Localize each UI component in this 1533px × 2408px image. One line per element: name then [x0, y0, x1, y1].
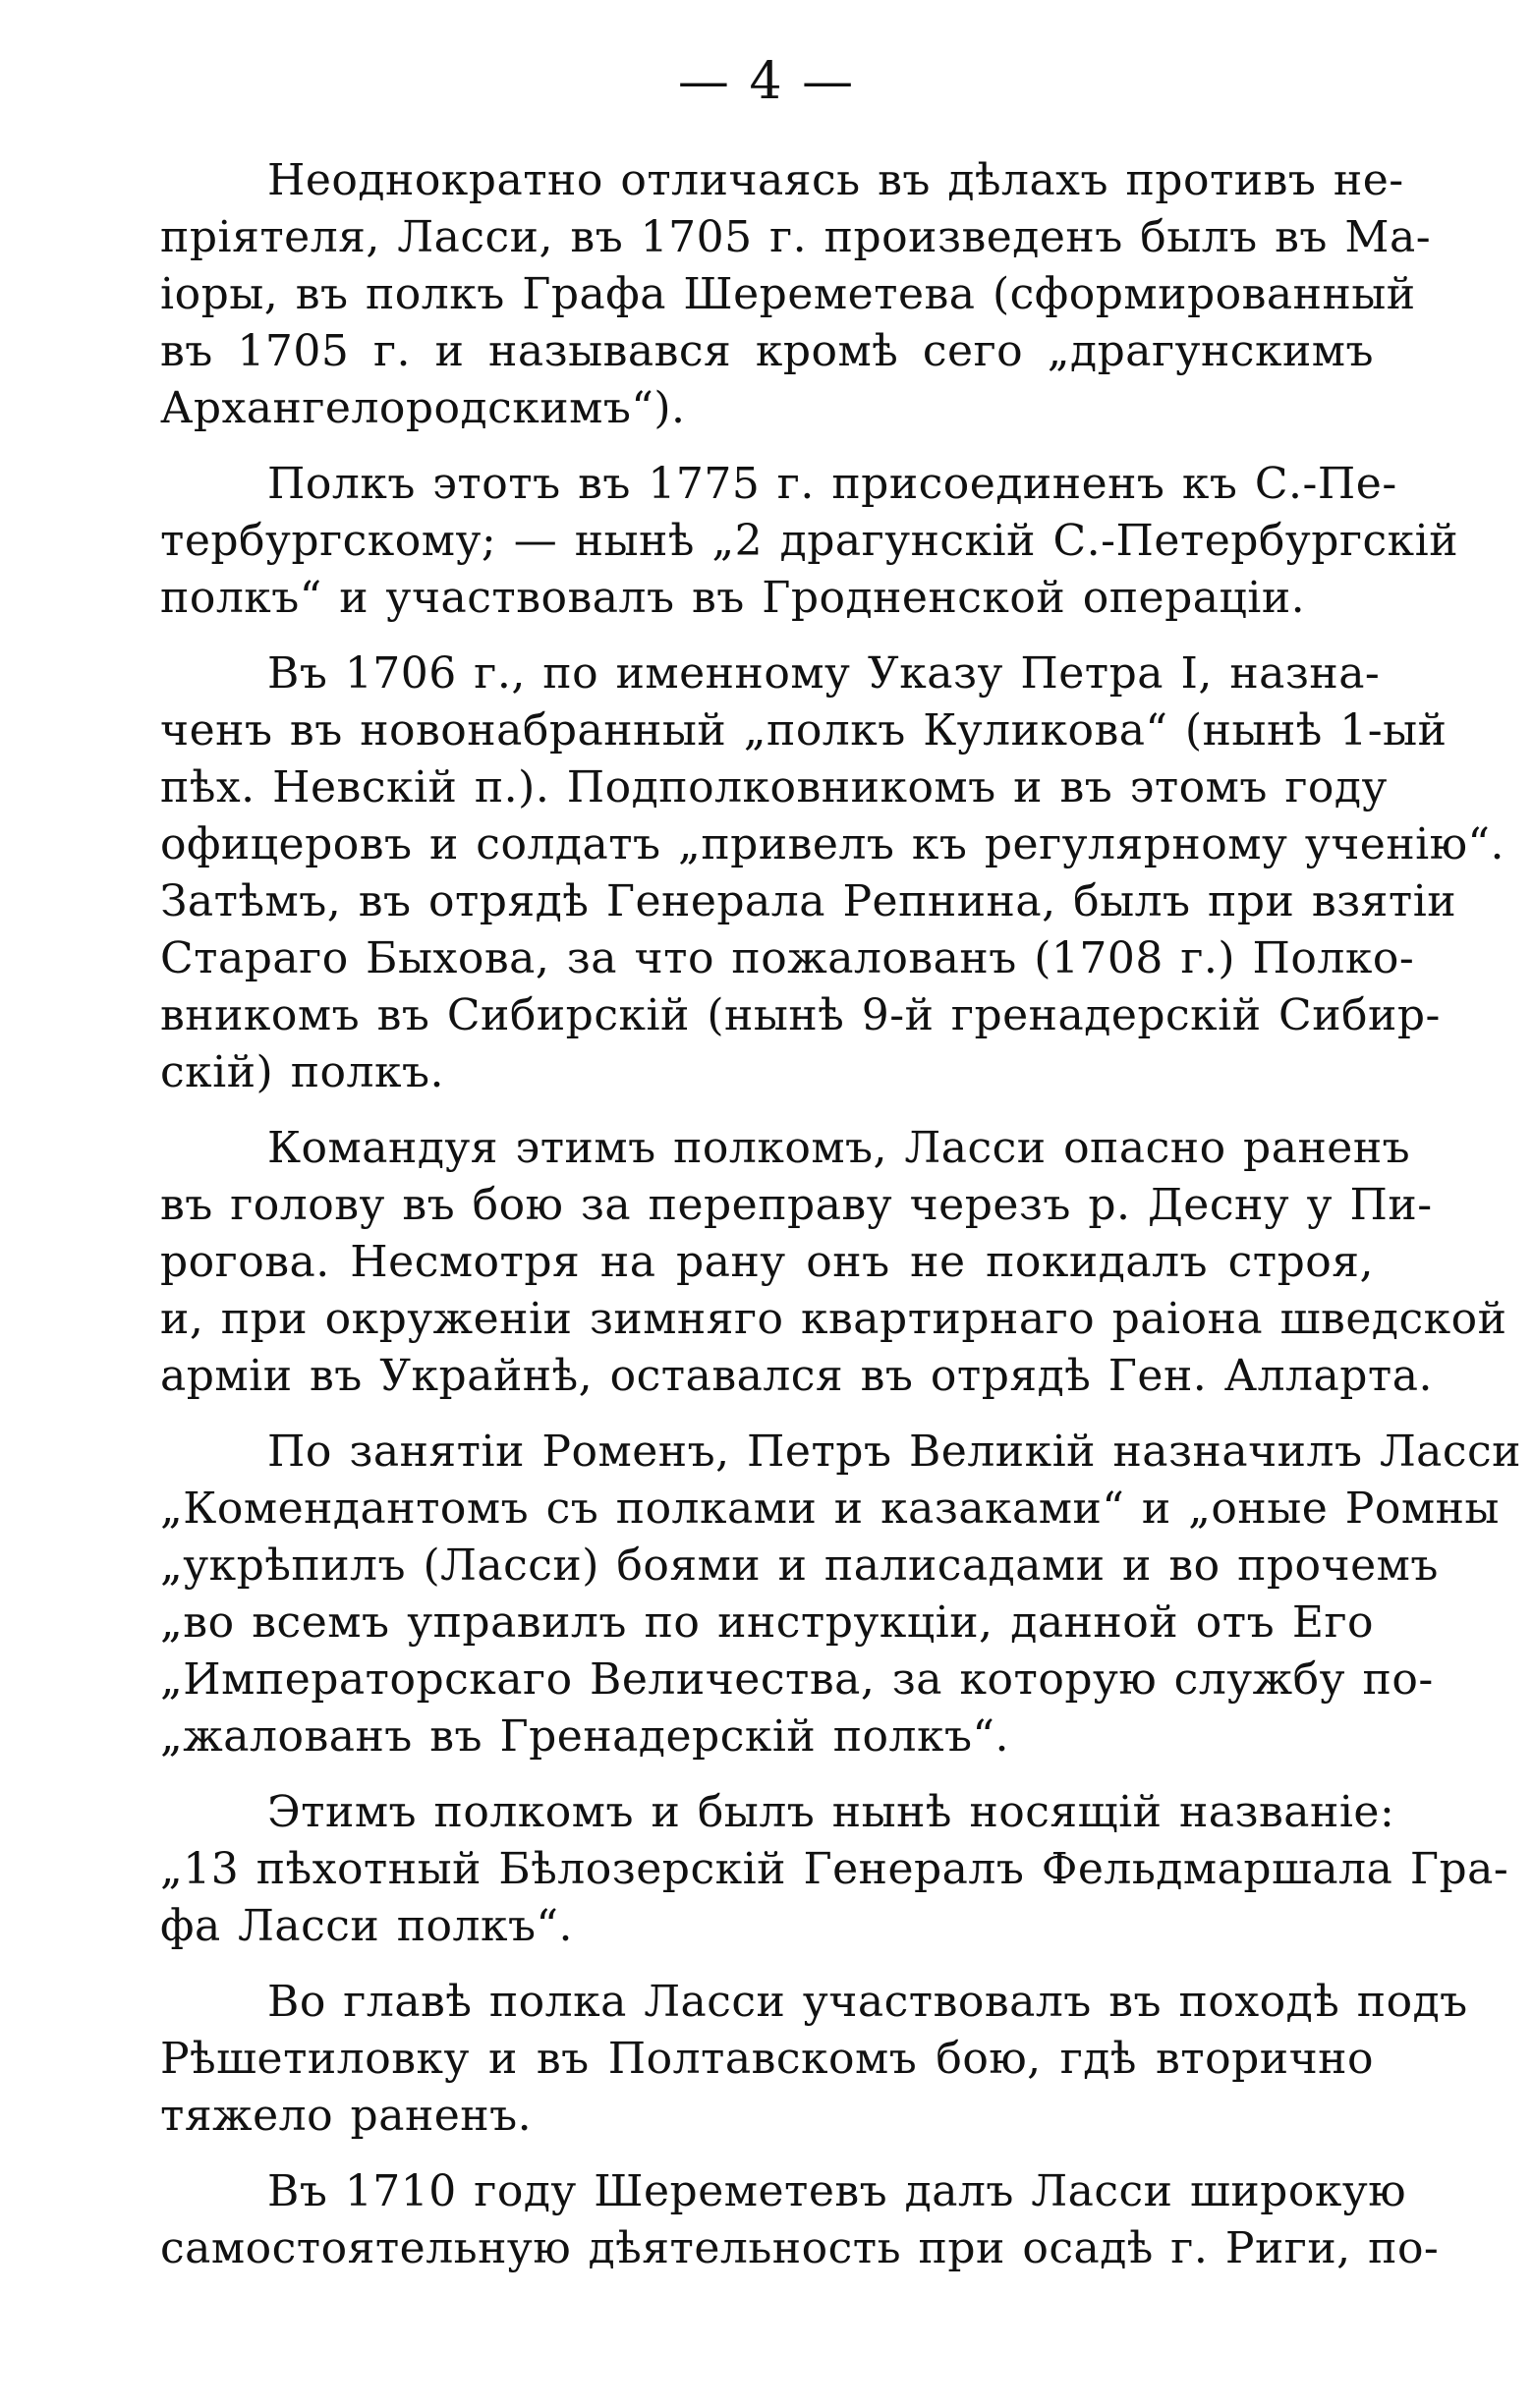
text-line: пріятеля, Ласси, въ 1705 г. произведенъ былъ въ Ма- — [160, 212, 1432, 262]
paragraph — [160, 645, 1505, 1101]
text-line: тербургскому; — нынѣ „2 драгунскій С.-Петербургскій — [160, 516, 1459, 566]
text-line: „укрѣпилъ (Ласси) боями и палисадами и во прочемъ — [160, 1540, 1439, 1591]
paragraph — [160, 1784, 1509, 1955]
paragraph — [160, 152, 1432, 437]
text-line: скій) полкъ. — [160, 1047, 444, 1097]
page-number: — 4 — — [677, 52, 856, 111]
text-line: ченъ въ новонабранный „полкъ Куликова“ (нынѣ 1-ый — [160, 705, 1448, 756]
text-line: и, при окруженіи зимняго квартирнаго раіона шведской — [160, 1294, 1507, 1344]
text-line: Этимъ полкомъ и былъ нынѣ носящій названіе: — [267, 1787, 1395, 1837]
text-line: Въ 1706 г., по именному Указу Петра I, назна- — [267, 648, 1381, 699]
paragraph — [160, 1424, 1521, 1765]
text-line: Командуя этимъ полкомъ, Ласси опасно раненъ — [267, 1123, 1411, 1173]
text-line: Архангелородскимъ“). — [160, 383, 686, 433]
text-line: Полкъ этотъ въ 1775 г. присоединенъ къ С.-Пе- — [267, 459, 1397, 509]
text-line: въ 1705 г. и назывався кромѣ сего „драгунскимъ — [160, 326, 1374, 376]
text-line: фа Ласси полкъ“. — [160, 1901, 573, 1951]
text-line: іоры, въ полкъ Графа Шереметева (сформированный — [160, 269, 1416, 319]
text-line: полкъ“ и участвовалъ въ Гродненской операціи. — [160, 573, 1306, 623]
paragraph — [160, 1120, 1507, 1405]
text-line: „Комендантомъ съ полками и казаками“ и „оные Ромны — [160, 1484, 1500, 1534]
text-line: Рѣшетиловку и въ Полтавскомъ бою, гдѣ вторично — [160, 2034, 1374, 2084]
text-line: Во главѣ полка Ласси участвовалъ въ походѣ подъ — [267, 1977, 1468, 2027]
paragraph — [160, 456, 1459, 627]
text-line: „Императорскаго Величества, за которую службу по- — [160, 1654, 1434, 1705]
text-line: вникомъ въ Сибирскій (нынѣ 9-й гренадерскій Сибир- — [160, 990, 1441, 1040]
text-line: Неоднократно отличаясь въ дѣлахъ противъ не- — [267, 155, 1404, 205]
text-line: въ голову въ бою за переправу черезъ р. Десну у Пи- — [160, 1180, 1433, 1230]
text-line: тяжело раненъ. — [160, 2091, 533, 2141]
text-line: самостоятельную дѣятельность при осадѣ г. Риги, по- — [160, 2223, 1440, 2273]
text-line: По занятіи Роменъ, Петръ Великій назначилъ Ласси — [267, 1427, 1521, 1477]
text-line: „жалованъ въ Гренадерскій полкъ“. — [160, 1711, 1009, 1762]
text-line: „13 пѣхотный Бѣлозерскій Генералъ Фельдмаршала Гра- — [160, 1844, 1509, 1894]
text-line: Стараго Быхова, за что пожалованъ (1708 г.) Полко- — [160, 933, 1415, 983]
text-line: Въ 1710 году Шереметевъ далъ Ласси широкую — [267, 2166, 1407, 2216]
body-text — [160, 152, 1521, 2296]
text-line: „во всемъ управилъ по инструкціи, данной отъ Его — [160, 1597, 1374, 1648]
text-line: арміи въ Украйнѣ, оставался въ отрядѣ Ген. Алларта. — [160, 1351, 1433, 1401]
text-line: пѣх. Невскій п.). Подполковникомъ и въ этомъ году — [160, 762, 1388, 812]
paragraph — [160, 1974, 1468, 2145]
text-line: офицеровъ и солдатъ „привелъ къ регулярному ученію“. — [160, 819, 1505, 869]
paragraph — [160, 2163, 1440, 2277]
text-line: Затѣмъ, въ отрядѣ Генерала Репнина, былъ при взятіи — [160, 876, 1457, 926]
text-line: рогова. Несмотря на рану онъ не покидалъ строя, — [160, 1237, 1374, 1287]
